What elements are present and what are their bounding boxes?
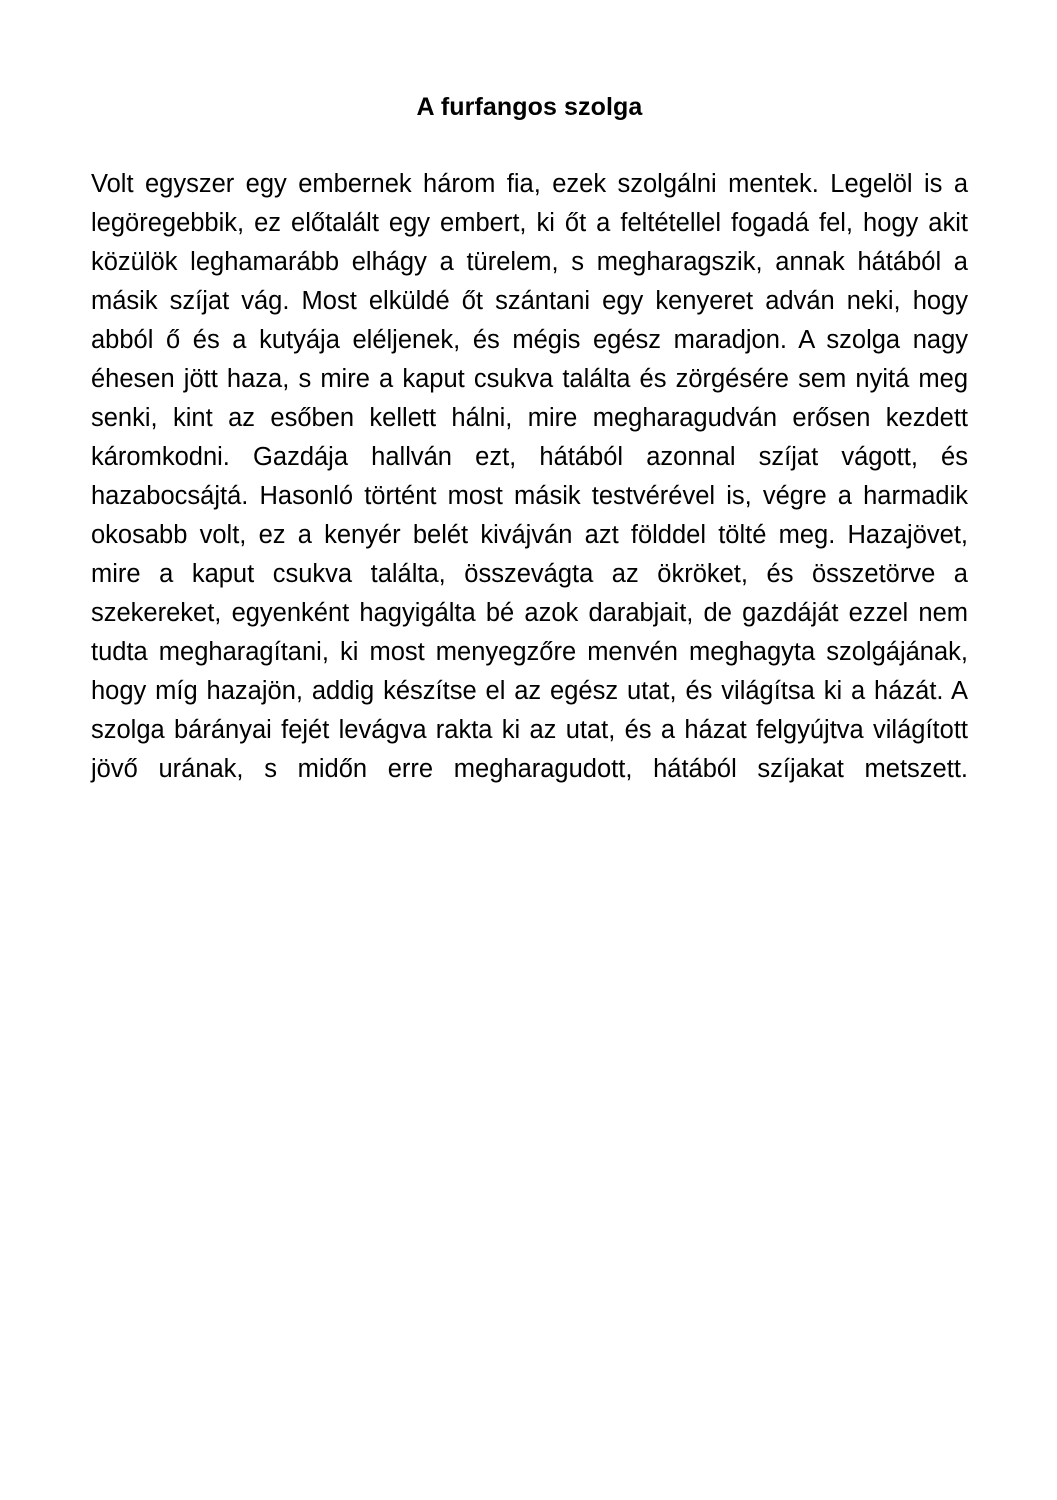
document-content-column [91,0,968,828]
body-paragraph: Volt egyszer egy embernek három fia, ezek szolgálni mentek. Legelöl is a legöregebbik, ez előtalált egy embert, ki őt a feltétellel fogadá fel, hogy akit közülök leghamarább elhágy a türelem, s megharagszik, annak hátából a másik szíjat vág. Most elküldé őt szántani egy kenyeret adván neki, hogy abból ő és a kutyája eléljenek, és mégis egész maradjon. A szolga nagy éhesen jött haza, s mire a kaput csukva találta és zörgésére sem nyitá meg senki, kint az esőben kellett hálni, mire megharagudván erősen kezdett káromkodni. Gazdája hallván ezt, hátából azonnal szíjat vágott, és hazabocsájtá. Hasonló történt most másik testvérével is, végre a harmadik okosabb volt, ez a kenyér belét kivájván azt földdel tölté meg. Hazajövet, mire a kaput csukva találta, összevágta az ökröket, és összetörve a szekereket, egyenként hagyigálta bé azok darabjait, de gazdáját ezzel nem tudta megharagítani, ki most menyegzőre menvén meghagyta szolgájának, hogy míg hazajön, addig készítse el az egész utat, és világítsa ki a házát. A szolga bárányai fejét levágva rakta ki az utat, és a házat felgyújtva világított jövő urának, s midőn erre megharagudott, hátából szíjakat metszett. [91,170,968,784]
page-title: A furfangos szolga [416,93,643,121]
